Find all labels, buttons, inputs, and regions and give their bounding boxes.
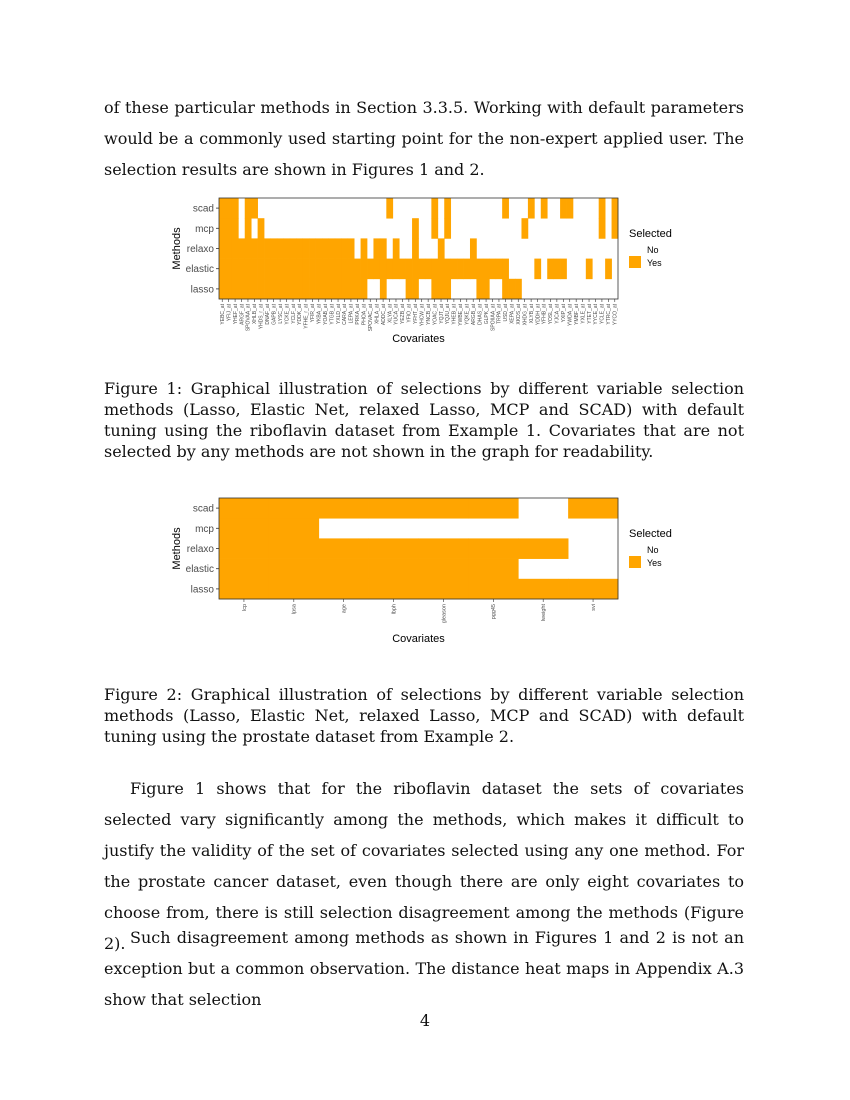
fig1-cell-elastic-8 (270, 259, 277, 280)
fig1-cell-lasso-8 (270, 279, 277, 300)
fig1-xtick-label: YYCO_at (612, 303, 619, 326)
fig1-xtick-label: XHDG_at (522, 304, 529, 326)
fig1-cell-elastic-16 (322, 259, 329, 280)
fig1-cell-relaxo-22 (361, 238, 368, 259)
fig1-cell-elastic-14 (309, 259, 316, 280)
fig1-cell-relaxo-7 (264, 238, 271, 259)
fig1-cell-relaxo-27 (393, 238, 400, 259)
fig1-xtick-label: YTGB_at (329, 303, 336, 325)
fig2-y-axis-title: Methods (171, 527, 183, 570)
fig1-cell-elastic-3 (238, 259, 245, 280)
fig1-cell-mcp-33 (431, 218, 438, 239)
fig1-xtick-label: XLYA_at (387, 303, 394, 323)
fig1-cell-relaxo-4 (245, 238, 252, 259)
fig1-xtick-label: YJCA_at (554, 303, 561, 324)
fig1-cell-scad-50 (541, 198, 548, 219)
fig2-cell-elastic-0 (219, 559, 269, 580)
fig1-cell-relaxo-13 (303, 238, 310, 259)
fig1-cell-elastic-13 (303, 259, 310, 280)
fig1-cell-lasso-7 (264, 279, 271, 300)
fig1-cell-elastic-34 (438, 259, 445, 280)
fig1-xtick-label: XHLA_at (374, 304, 381, 325)
fig1-cell-lasso-3 (238, 279, 245, 300)
fig1-cell-relaxo-11 (290, 238, 297, 259)
fig1-cell-lasso-46 (515, 279, 522, 300)
figure-1-heatmap (160, 195, 700, 355)
fig1-cell-elastic-39 (470, 259, 477, 280)
fig2-cell-lasso-6 (518, 579, 568, 600)
fig1-cell-relaxo-14 (309, 238, 316, 259)
fig1-xtick-label: YFIO_at (406, 304, 413, 323)
fig1-xtick-label: XKDS_at (516, 304, 522, 325)
fig2-legend-label-yes: Yes (647, 558, 662, 568)
fig1-cell-elastic-17 (328, 259, 335, 280)
fig1-xtick-label: YOAC_at (432, 304, 439, 326)
fig1-cell-elastic-1 (225, 259, 232, 280)
fig2-xtick-label: age (341, 603, 348, 614)
fig1-ytick-label: scad (192, 203, 214, 215)
fig1-xtick-label: ADDC_at (380, 303, 387, 326)
fig2-cell-elastic-1 (269, 559, 319, 580)
fig2-cell-mcp-1 (269, 518, 319, 539)
fig1-cell-mcp-59 (599, 218, 606, 239)
fig1-cell-relaxo-3 (238, 238, 245, 259)
fig1-cell-elastic-42 (489, 259, 496, 280)
fig1-legend-label-yes: Yes (647, 258, 662, 268)
fig1-cell-elastic-0 (219, 259, 226, 280)
fig1-xtick-label: YCKE_at (284, 303, 291, 325)
fig1-cell-scad-53 (560, 198, 567, 219)
fig1-cell-relaxo-0 (219, 238, 226, 259)
fig2-xtick-label: lbph (391, 604, 398, 615)
fig1-cell-elastic-27 (393, 259, 400, 280)
fig1-cell-elastic-9 (277, 259, 284, 280)
fig2-xtick-label: lweight (541, 603, 548, 622)
fig1-cell-elastic-44 (502, 259, 509, 280)
fig1-cell-elastic-10 (283, 259, 290, 280)
fig1-cell-relaxo-39 (470, 238, 477, 259)
discussion-paragraph-2: Such disagreement among methods as shown in Figures 1 and 2 is not an exception but a common observation. The distance heat maps in Appendix A.3 show that selection (104, 928, 744, 1009)
fig1-y-axis-title: Methods (171, 227, 183, 270)
fig1-cell-elastic-26 (386, 259, 393, 280)
fig1-cell-mcp-61 (612, 218, 619, 239)
fig1-cell-mcp-4 (245, 218, 252, 239)
fig1-cell-mcp-47 (521, 218, 528, 239)
fig1-cell-elastic-60 (605, 259, 612, 280)
fig1-xtick-label: USD_at (503, 304, 510, 322)
fig2-cell-lasso-7 (568, 579, 618, 600)
fig2-cell-lasso-3 (369, 579, 419, 600)
fig2-cell-scad-0 (219, 498, 269, 519)
fig1-cell-relaxo-18 (335, 238, 342, 259)
fig1-cell-elastic-20 (348, 259, 355, 280)
fig1-cell-elastic-43 (496, 259, 503, 280)
fig1-xtick-label: YFHE_r_at (303, 304, 310, 329)
fig1-cell-lasso-16 (322, 279, 329, 300)
fig1-xtick-label: YNCB_at (425, 303, 432, 325)
fig2-cell-lasso-0 (219, 579, 269, 600)
fig1-xtick-label: GAPB_at (271, 303, 278, 325)
fig1-xtick-label: YHDS_r_at (258, 303, 265, 330)
fig1-cell-lasso-20 (348, 279, 355, 300)
figure-1 (160, 195, 700, 355)
fig2-cell-elastic-2 (319, 559, 369, 580)
fig1-cell-elastic-52 (554, 259, 561, 280)
fig1-cell-lasso-14 (309, 279, 316, 300)
fig1-xtick-label: TRPA_at (496, 303, 503, 324)
fig1-cell-relaxo-10 (283, 238, 290, 259)
fig1-x-axis-title: Covariates (392, 333, 445, 345)
fig1-xtick-label: YKBA_at (316, 304, 323, 325)
fig1-cell-elastic-11 (290, 259, 297, 280)
fig1-xtick-label: YDDK_at (297, 303, 304, 325)
fig1-cell-mcp-2 (232, 218, 239, 239)
fig2-xtick-label: pgg45 (491, 604, 498, 620)
fig1-xtick-label: DNAF_at (265, 304, 272, 325)
fig1-cell-scad-33 (431, 198, 438, 219)
fig1-cell-scad-0 (219, 198, 226, 219)
fig1-xtick-label: SPOVAA_at (245, 304, 252, 332)
fig2-cell-lasso-1 (269, 579, 319, 600)
fig1-xtick-label: YEZB_at (400, 303, 407, 325)
fig2-cell-scad-7 (568, 498, 618, 519)
fig2-ytick-label: relaxo (186, 544, 214, 555)
fig1-cell-relaxo-9 (277, 238, 284, 259)
fig1-xtick-label: YWBE_at (458, 303, 465, 326)
fig2-ytick-label: scad (192, 503, 214, 515)
fig1-cell-lasso-0 (219, 279, 226, 300)
fig2-cell-elastic-4 (419, 559, 469, 580)
fig1-cell-mcp-0 (219, 218, 226, 239)
fig1-xtick-label: SPOIIAA_at (490, 304, 497, 331)
fig1-cell-lasso-11 (290, 279, 297, 300)
fig1-xtick-label: YEBC_at (219, 304, 226, 325)
fig1-cell-lasso-13 (303, 279, 310, 300)
fig1-cell-mcp-6 (258, 218, 265, 239)
fig1-legend-title: Selected (629, 228, 672, 240)
fig2-cell-lasso-5 (468, 579, 518, 600)
figure-2-heatmap (160, 495, 700, 655)
fig1-cell-scad-61 (612, 198, 619, 219)
fig1-cell-elastic-57 (586, 259, 593, 280)
fig1-xtick-label: YHCW_at (419, 304, 426, 327)
fig1-cell-elastic-19 (341, 259, 348, 280)
fig1-cell-scad-54 (567, 198, 574, 219)
fig1-cell-relaxo-5 (251, 238, 258, 259)
fig1-xtick-label: SPOVAC_at (367, 303, 374, 332)
fig1-xtick-label: YHEF_at (232, 304, 239, 325)
fig1-cell-lasso-30 (412, 279, 419, 300)
fig1-xtick-label: CARA_at (342, 303, 349, 325)
fig2-cell-relaxo-0 (219, 538, 269, 559)
fig2-cell-scad-2 (319, 498, 369, 519)
fig1-xtick-label: YWDA_at (567, 303, 574, 326)
fig1-cell-elastic-28 (399, 259, 406, 280)
fig1-cell-elastic-30 (412, 259, 419, 280)
fig1-cell-lasso-15 (316, 279, 323, 300)
fig1-xtick-label: XEPA_at (509, 303, 516, 324)
fig1-cell-elastic-33 (431, 259, 438, 280)
fig1-cell-relaxo-24 (373, 238, 380, 259)
figure-2-caption: Figure 2: Graphical illustration of selections by different variable selection methods (Lasso, Elastic Net, relaxed Lasso, MCP and SCAD) with default tuning using the prostate dataset from Example 2. (104, 685, 744, 746)
fig1-xtick-label: YDDH_at (535, 304, 542, 326)
fig2-ytick-label: elastic (185, 564, 214, 576)
fig1-cell-elastic-49 (534, 259, 541, 280)
fig1-xtick-label: YXLD_at (335, 304, 342, 325)
fig2-cell-relaxo-2 (319, 538, 369, 559)
fig2-cell-relaxo-6 (518, 538, 568, 559)
fig1-cell-scad-2 (232, 198, 239, 219)
fig1-cell-lasso-21 (354, 279, 361, 300)
fig1-cell-relaxo-16 (322, 238, 329, 259)
fig1-cell-elastic-6 (258, 259, 265, 280)
fig1-cell-elastic-53 (560, 259, 567, 280)
fig1-cell-elastic-31 (419, 259, 426, 280)
fig1-cell-lasso-45 (509, 279, 516, 300)
fig1-xtick-label: YYCE_at (593, 304, 600, 325)
fig1-xtick-label: GLPK_at (483, 303, 490, 325)
fig1-cell-elastic-5 (251, 259, 258, 280)
fig1-xtick-label: ARGB_at (470, 303, 477, 326)
fig1-cell-relaxo-19 (341, 238, 348, 259)
fig1-cell-lasso-18 (335, 279, 342, 300)
fig1-cell-lasso-29 (406, 279, 413, 300)
fig1-cell-mcp-1 (225, 218, 232, 239)
fig1-cell-lasso-10 (283, 279, 290, 300)
fig2-cell-scad-4 (419, 498, 469, 519)
fig1-cell-scad-44 (502, 198, 509, 219)
fig1-cell-elastic-18 (335, 259, 342, 280)
fig1-cell-elastic-35 (444, 259, 451, 280)
fig2-ytick-label: lasso (190, 584, 214, 596)
fig1-cell-relaxo-1 (225, 238, 232, 259)
fig2-cell-relaxo-5 (468, 538, 518, 559)
fig1-ytick-label: relaxo (186, 244, 214, 255)
fig2-x-axis-title: Covariates (392, 633, 445, 645)
fig1-xtick-label: XLYB_at (528, 303, 535, 324)
fig1-xtick-label: LYSC_at (277, 304, 284, 324)
fig1-cell-scad-26 (386, 198, 393, 219)
fig2-legend-swatch-no (629, 543, 641, 555)
fig1-cell-elastic-51 (547, 259, 554, 280)
fig2-xtick-label: lpsa (291, 604, 298, 615)
fig1-xtick-label: PHOA_at (361, 304, 368, 326)
fig1-cell-scad-59 (599, 198, 606, 219)
fig1-cell-relaxo-8 (270, 238, 277, 259)
fig1-cell-elastic-12 (296, 259, 303, 280)
fig1-cell-elastic-32 (425, 259, 432, 280)
fig1-ytick-label: mcp (195, 223, 214, 235)
fig1-cell-elastic-23 (367, 259, 374, 280)
fig1-cell-scad-5 (251, 198, 258, 219)
fig1-cell-elastic-15 (316, 259, 323, 280)
fig2-cell-scad-1 (269, 498, 319, 519)
fig2-cell-relaxo-1 (269, 538, 319, 559)
fig1-cell-relaxo-20 (348, 238, 355, 259)
fig1-cell-mcp-35 (444, 218, 451, 239)
fig2-legend-label-no: No (647, 545, 659, 555)
fig2-xtick-label: lcp (241, 603, 248, 612)
fig1-xtick-label: YOSL_at (548, 304, 555, 325)
fig1-cell-elastic-36 (451, 259, 458, 280)
fig1-cell-elastic-24 (373, 259, 380, 280)
fig1-xtick-label: YTET_at (586, 303, 593, 324)
fig1-ytick-label: elastic (185, 264, 214, 276)
figure-1-caption: Figure 1: Graphical illustration of selections by different variable selection methods (Lasso, Elastic Net, relaxed Lasso, MCP and SCAD) with default tuning using the riboflavin dataset from Example 1. Covariates that are not selected by any methods are not shown in the graph for readability. (104, 379, 744, 461)
figure-2 (160, 495, 700, 655)
fig1-cell-lasso-41 (483, 279, 490, 300)
fig1-xtick-label: YFIR_at (310, 303, 317, 323)
fig2-cell-elastic-5 (468, 559, 518, 580)
fig2-xtick-label: svi (590, 604, 597, 611)
fig1-xtick-label: YQJU_at (445, 304, 452, 325)
fig1-cell-relaxo-34 (438, 238, 445, 259)
fig1-cell-relaxo-15 (316, 238, 323, 259)
fig2-cell-relaxo-4 (419, 538, 469, 559)
fig2-cell-relaxo-3 (369, 538, 419, 559)
fig1-xtick-label: YCLE_at (599, 303, 606, 325)
fig1-cell-lasso-25 (380, 279, 387, 300)
fig1-cell-scad-4 (245, 198, 252, 219)
fig1-xtick-label: YQKE_at (464, 304, 471, 325)
fig2-cell-scad-3 (369, 498, 419, 519)
fig1-cell-lasso-5 (251, 279, 258, 300)
fig1-cell-elastic-22 (361, 259, 368, 280)
fig1-xtick-label: LEPA_at (348, 304, 355, 324)
fig1-cell-mcp-30 (412, 218, 419, 239)
fig1-cell-lasso-17 (328, 279, 335, 300)
fig1-xtick-label: YXIP_at (561, 304, 568, 323)
fig1-cell-relaxo-12 (296, 238, 303, 259)
page-number: 4 (419, 1011, 431, 1030)
fig1-cell-relaxo-6 (258, 238, 265, 259)
fig1-legend-swatch-no (629, 243, 641, 255)
fig1-xtick-label: ARGF_at (239, 303, 246, 325)
fig1-cell-elastic-7 (264, 259, 271, 280)
fig1-cell-lasso-19 (341, 279, 348, 300)
fig1-cell-scad-35 (444, 198, 451, 219)
fig1-legend-swatch-yes (629, 256, 641, 268)
fig2-xtick-label: gleason (441, 603, 448, 624)
fig1-xtick-label: YFHT_at (413, 303, 420, 325)
fig1-cell-lasso-2 (232, 279, 239, 300)
fig1-xtick-label: DHAS_at (477, 304, 484, 325)
fig2-ytick-label: mcp (195, 523, 214, 535)
fig1-cell-elastic-2 (232, 259, 239, 280)
fig1-cell-scad-1 (225, 198, 232, 219)
fig1-cell-elastic-38 (464, 259, 471, 280)
fig1-cell-relaxo-30 (412, 238, 419, 259)
fig1-xtick-label: YTRC_at (606, 304, 613, 325)
fig1-xtick-label: YFIJ_at (226, 303, 233, 322)
fig1-xtick-label: YUCA_at (393, 304, 400, 325)
fig1-legend-label-no: No (647, 245, 659, 255)
intro-paragraph: of these particular methods in Section 3.3.5. Working with default parameters would be a commonly used starting point for the non-expert applied user. The selection results are shown in Figures 1 and 2. (104, 98, 744, 179)
fig1-cell-lasso-33 (431, 279, 438, 300)
fig2-cell-scad-5 (468, 498, 518, 519)
fig1-cell-elastic-40 (476, 259, 483, 280)
fig1-cell-elastic-29 (406, 259, 413, 280)
fig1-cell-scad-48 (528, 198, 535, 219)
fig1-xtick-label: PRKA_at (355, 303, 362, 325)
fig1-xtick-label: YMBF_at (573, 304, 580, 325)
discussion-paragraph-1: Figure 1 shows that for the riboflavin dataset the sets of covariates selected vary significantly among the methods, which makes it difficult to justify the validity of the set of covariates selected using any one method. For the prostate cancer dataset, even though there are only eight covariates to choose from, there is still selection disagreement among the methods (Figure 2). (104, 779, 744, 953)
fig1-cell-lasso-44 (502, 279, 509, 300)
fig2-cell-lasso-4 (419, 579, 469, 600)
fig1-cell-elastic-37 (457, 259, 464, 280)
fig1-cell-elastic-4 (245, 259, 252, 280)
fig1-cell-lasso-6 (258, 279, 265, 300)
fig1-ytick-label: lasso (190, 284, 214, 296)
fig1-cell-lasso-9 (277, 279, 284, 300)
fig2-legend-swatch-yes (629, 556, 641, 568)
fig2-cell-elastic-3 (369, 559, 419, 580)
fig1-cell-elastic-41 (483, 259, 490, 280)
fig2-cell-mcp-0 (219, 518, 269, 539)
fig1-xtick-label: XHLB_at (252, 304, 259, 325)
fig1-cell-relaxo-2 (232, 238, 239, 259)
fig1-cell-relaxo-25 (380, 238, 387, 259)
fig1-xtick-label: YQJT_at (438, 303, 445, 324)
fig2-legend-title: Selected (629, 528, 672, 540)
fig1-cell-lasso-12 (296, 279, 303, 300)
fig1-cell-lasso-1 (225, 279, 232, 300)
fig1-cell-relaxo-17 (328, 238, 335, 259)
fig1-xtick-label: YOAB_at (322, 304, 329, 325)
fig1-cell-lasso-34 (438, 279, 445, 300)
fig1-xtick-label: YFHB_at (541, 303, 548, 325)
fig1-cell-elastic-25 (380, 259, 387, 280)
fig1-xtick-label: YHEB_at (451, 304, 458, 325)
fig1-cell-lasso-22 (361, 279, 368, 300)
fig1-cell-lasso-4 (245, 279, 252, 300)
fig1-cell-lasso-40 (476, 279, 483, 300)
fig1-cell-elastic-21 (354, 259, 361, 280)
fig1-xtick-label: YCLF_at (290, 304, 297, 324)
fig1-xtick-label: YXLE_at (580, 303, 587, 324)
fig2-cell-lasso-2 (319, 579, 369, 600)
fig1-cell-lasso-35 (444, 279, 451, 300)
